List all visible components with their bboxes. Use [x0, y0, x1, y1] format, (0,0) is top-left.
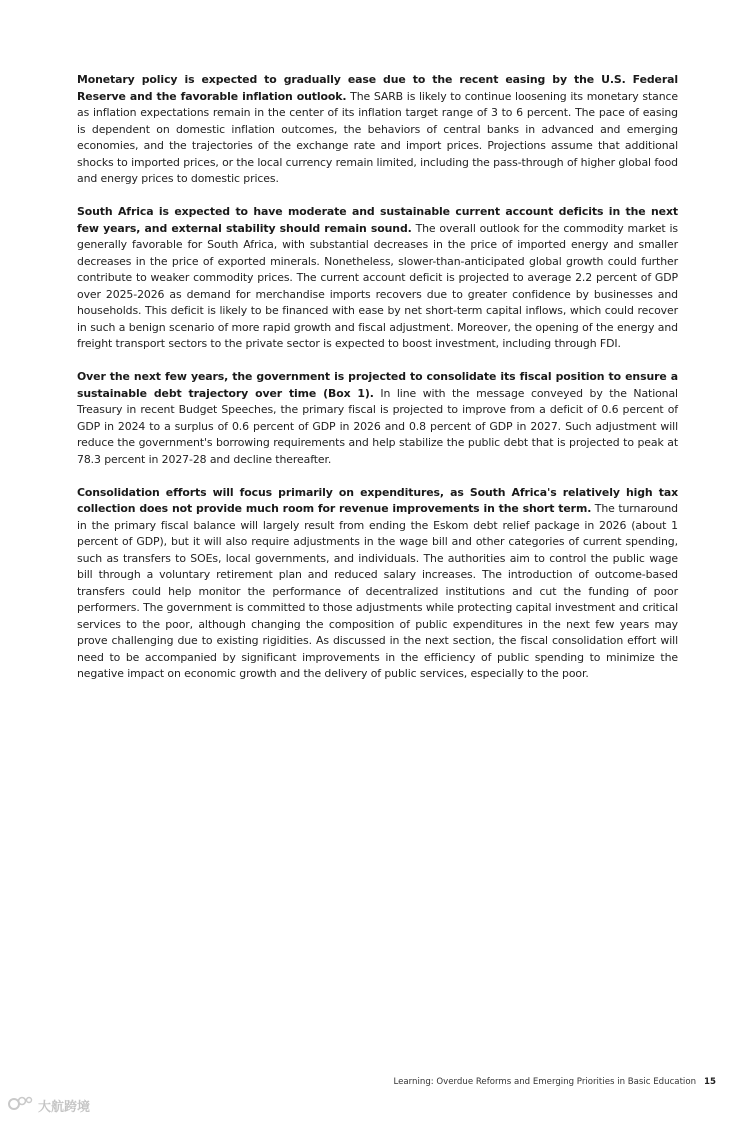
- paragraph-body: The SARB is likely to continue loosening its monetary stance as inflation expectations remain in the center of its inflation target range of 3 to 6 percent. The pace of easing is dependent on domestic inflation outcomes, the behaviors of central banks in advanced and emerging economies, and the trajectories of the exchange rate and import prices. Projections assume that additional shocks to imported prices, or the local currency remain limited, including the pass-through of higher global food and energy prices to domestic prices.: [77, 89, 678, 185]
- paragraph-body: The turnaround in the primary fiscal balance will largely result from ending the Eskom debt relief package in 2026 (about 1 percent of GDP), but it will also require adjustments in the wage bill and other categories of current spending, such as transfers to SOEs, local governments, and individuals. The authorities aim to control the public wage bill through a voluntary retirement plan and reduced salary increases. The introduction of outcome-based transfers could help monitor the performance of decentralized institutions and cut the funding of poor performers. The government is committed to those adjustments while protecting capital investment and critical services to the poor, although changing the composition of public expenditures in the next few years may prove challenging due to existing rigidities. As discussed in the next section, the fiscal consolidation effort will need to be accompanied by significant improvements in the efficiency of public spending to minimize the negative impact on economic growth and the delivery of public services, especially to the poor.: [77, 502, 678, 680]
- paragraph-lead: Over the next few years, the government is projected to consolidate its fiscal position to ensure a sustainable debt trajectory over time (Box 1).: [77, 370, 678, 400]
- paragraph-fiscal-position: [77, 369, 678, 468]
- paragraph-body: The overall outlook for the commodity market is generally favorable for South Africa, with substantial decreases in the price of imported energy and smaller decreases in the price of exported minerals. Nonetheless, slower-than-anticipated global growth could further contribute to weaker commodity prices. The current account deficit is projected to average 2.2 percent of GDP over 2025-2026 as demand for merchandise imports recovers due to greater confidence by businesses and households. This deficit is likely to be financed with ease by net short-term capital inflows, which could recover in such a benign scenario of more rapid growth and fiscal adjustment. Moreover, the opening of the energy and freight transport sectors to the private sector is expected to boost investment, including through FDI.: [77, 221, 678, 350]
- watermark: [8, 1095, 90, 1115]
- paragraph-lead: Consolidation efforts will focus primarily on expenditures, as South Africa's relatively high tax collection does not provide much room for revenue improvements in the short term.: [77, 485, 678, 515]
- paragraph-lead: Monetary policy is expected to gradually ease due to the recent easing by the U.S. Federal Reserve and the favorable inflation outlook.: [77, 73, 678, 103]
- paragraph-body: In line with the message conveyed by the National Treasury in recent Budget Speeches, the primary fiscal is projected to improve from a deficit of 0.6 percent of GDP in 2024 to a surplus of 0.6 percent of GDP in 2026 and 0.8 percent of GDP in 2027. Such adjustment will reduce the government's borrowing requirements and help stabilize the public debt that is projected to peak at 78.3 percent in 2027-28 and decline thereafter.: [77, 386, 678, 466]
- page-footer: [393, 1077, 716, 1087]
- watermark-logo-icon: [8, 1095, 34, 1115]
- paragraph-lead: South Africa is expected to have moderate and sustainable current account deficits in the next few years, and external stability should remain sound.: [77, 205, 678, 235]
- paragraph-current-account: [77, 204, 678, 353]
- running-title: Learning: Overdue Reforms and Emerging Priorities in Basic Education: [393, 1077, 697, 1087]
- paragraph-monetary-policy: [77, 72, 678, 188]
- document-body: [77, 72, 678, 699]
- paragraph-consolidation: [77, 485, 678, 683]
- page-number: 15: [704, 1077, 716, 1087]
- watermark-text: 大航跨境: [38, 1099, 91, 1115]
